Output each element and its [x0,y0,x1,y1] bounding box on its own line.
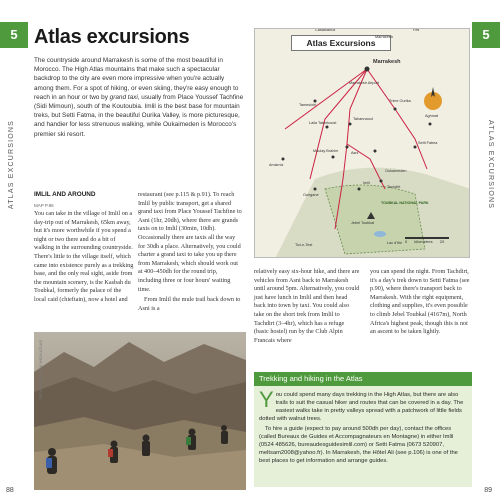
dropcap: Y [259,387,274,412]
page-title: Atlas excursions [34,26,190,48]
atlas-map [254,28,470,258]
photo-caption: TREKKERS IN THE HIGH ATLAS [38,340,43,401]
map-label: Ouirgane [303,193,319,197]
map-label: Marrakesh Airport [349,81,379,85]
map-label: Aghmat [425,114,439,118]
map-label: Tnine Ourika [389,99,411,103]
box-heading: Trekking and hiking in the Atlas [254,372,472,386]
mountain-trekkers-image [34,332,246,490]
body-column-3: relatively easy six-hour hike, and there are vehicles from Asni back to Marrakesh until around 5pm. Alternatively, you could just have lunch in Imlil and then head back into town by taxi. You could also take on the short trek from Imlil to Tachdirt (3–4hr), which has a refuge (basic hostel) run by the Club Alpin Francais where [254,268,360,344]
map-label: Moulay Brahim [313,149,339,153]
map-city-label: Marrakesh [373,59,401,65]
map-label: Amizmiz [269,163,284,167]
page-number-left: 88 [6,487,14,494]
map-label: Imlil [363,181,370,185]
box-paragraph [259,387,467,423]
section-heading: IMLIL AND AROUND [34,191,96,198]
chapter-label: ATLAS EXCURSIONS [487,120,494,210]
body-column-4: you can spend the night. From Tachdirt, it's a day's trek down to Setti Fatma (see p.90), where there's transport back to Marrakesh. With the right equipment, clothing and supplies, it's even possible to climb Jebel Toubkal (4167m), North Africa's highest peak, though this is not an ascent to be taken lightly. [370,268,470,336]
map-label: Tizi-n-Test [295,243,313,247]
intro-grand-taxi: grand taxi [109,93,138,101]
chapter-number-badge: 5 [0,22,28,48]
map-label: Lalla Takerkoust [309,121,337,125]
left-side-tab [0,0,28,500]
map-label: Tachdirt [387,185,401,189]
map-label: Asni [351,151,359,155]
map-label: Marrakesh [375,35,393,39]
intro-text: The countryside around Marrakesh is some of the most beautiful in Morocco. The High Atlas mountains that make such a spectacular backdrop to the city are even more impressive when you're actually among them. For a spot of hiking, or even skiing, they're easy enough to reach in an hour or two by [34,57,239,101]
body-paragraph: From Imlil the mule trail back down to Asni is a [138,296,241,312]
map-reference: MAP P.86 [34,203,54,208]
map-label: Setti Fatma [418,141,438,145]
chapter-label: ATLAS EXCURSIONS [8,120,15,210]
trekkers-photo [34,332,246,490]
map-scale [405,239,444,244]
map-label: Tamesloht [299,103,317,107]
right-side-tab [472,0,500,500]
intro-text-cont: , usually from Place Youssef Tachfine (Sidi Mimoun), south of the Koutoubia. Imlil is the best base for mountain treks, but Setti Fatma, in the beautiful Ourika Valley, is more picturesque, and handier for less strenuous walking, while Oukaimeden is Morocco's premier ski resort. [34,93,244,138]
map-label: Lac d'Ifni [387,241,403,245]
map-label: Fes [413,28,420,32]
trekking-sidebar-box [254,372,472,487]
scale-start: 0 [405,239,408,244]
map-label: Jebel Toubkal [351,221,375,225]
page-number-right: 89 [484,487,492,494]
box-paragraph: To hire a guide (expect to pay around 500dh per day), contact the offices (called Bureaux de Guides et Accompagnateurs en Montagne) in either Imlil (0524 485626, bureaudesguidesimlil.com) or Setti Fatma (0673 520907, meltsam2008@yahoo.fr). In Marrakesh, the Hôtel Ali (see p.106) is one of the best places to get information and arrange guides. [259,426,458,464]
box-text: ou could spend many days trekking in the High Atlas, but there are also trails to suit the casual hiker and routes that can be covered in a day. The easiest walks take in pretty valleys spread with a patchwork of little fields dotted with walnut trees. [259,392,464,422]
map-title: Atlas Excursions [291,35,391,51]
body-column-2 [138,191,242,315]
scale-end: 20 [439,239,445,244]
map-label: Casablanca [315,28,336,32]
intro-paragraph [34,56,244,139]
map-label: Tahannaout [353,117,373,121]
chapter-number-badge: 5 [472,22,500,48]
body-paragraph: restaurant (see p.115 & p.91). To reach Imlil by public transport, get a shared grand taxi from Place Youssef Tachfine to Asni (1hr, 20dh), where there are grands taxis on to Imlil (30min, 10dh). Occasionally there are taxis all the way for 30dh a place. Alternatively, you could charter a grand taxi to take you up there from Marrakesh, which should work out at 400–450dh for the round trip, including three or four hours' waiting time. [138,191,242,293]
scale-unit: kilometres [414,239,433,244]
map-label: Oukaimeden [385,169,407,173]
body-column-1: You can take in the village of Imlil on a day-trip out of Marrakesh, 65km away, but it's more worthwhile if you spend a night or two there and do a bit of walking in the surrounding countryside. There's little to the village itself, which came into existence purely as a trekking base, and the only real sight, aside from the mountain scenery, is the Kasbah du Toubkal, formerly the palace of the local caid (chieftain), now a hotel and [34,210,134,303]
box-body [254,386,472,487]
map-park-label: TOUBKAL NATIONAL PARK [381,201,429,205]
